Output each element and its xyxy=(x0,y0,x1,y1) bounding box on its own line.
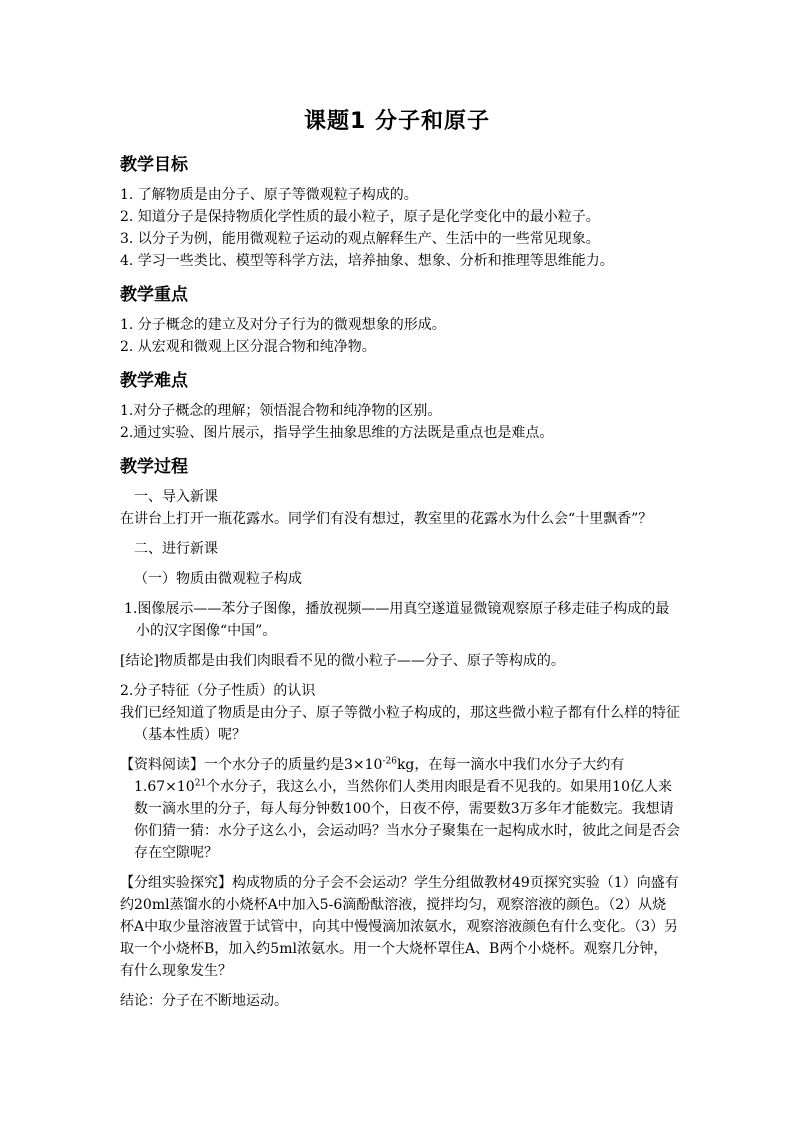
reading-text-c: 个水分子，我这么小，当然你们人类用肉眼是看不见我的。如果用10亿人来数一滴水里的分子，每人每分钟数100个，日夜不停，需要数3万多年才能数完。我想请你们猜一猜：水分子这么小，会运动吗？当水分子聚集在一起构成水时，彼此之间是否会存在空隙呢？ xyxy=(134,779,680,861)
intro-text: 在讲台上打开一瓶花露水。同学们有没有想过，教室里的花露水为什么会“十里飘香”？ xyxy=(120,511,653,527)
goal-item: 4. 学习一些类比、模型等科学方法，培养抽象、想象、分析和推理等思维能力。 xyxy=(120,253,614,269)
goal-item: 1. 了解物质是由分子、原子等微观粒子构成的。 xyxy=(120,187,418,203)
key-point-item: 2. 从宏观和微观上区分混合物和纯净物。 xyxy=(120,339,376,355)
reading-material xyxy=(120,754,680,864)
difficulty-item: 1.对分子概念的理解；领悟混合物和纯净物的区别。 xyxy=(120,403,442,419)
new-lesson-heading: 二、进行新课 xyxy=(134,541,218,557)
difficulty-item: 2.通过实验、图片展示，指导学生抽象思维的方法既是重点也是难点。 xyxy=(120,425,554,441)
goal-item: 2. 知道分子是保持物质化学性质的最小粒子，原子是化学变化中的最小粒子。 xyxy=(120,209,600,225)
section-heading-process: 教学过程 xyxy=(120,457,188,477)
reading-exponent-2: 21 xyxy=(194,778,207,789)
reading-exponent-1: -26 xyxy=(382,756,397,767)
reading-text-b: kg，在每一滴水中我们水分子大约有1.67×10 xyxy=(134,757,625,795)
section-heading-difficulties: 教学难点 xyxy=(120,371,188,391)
page-title: 课题1 分子和原子 xyxy=(304,109,490,134)
process-item-2-heading: 2.分子特征（分子性质）的认识 xyxy=(120,683,316,699)
conclusion-2: 结论：分子在不断地运动。 xyxy=(120,993,288,1009)
reading-text-a: 【资料阅读】一个水分子的质量约是3×10 xyxy=(120,757,383,773)
process-item-1: 1.图像展示——苯分子图像，播放视频——用真空遂道显微镜观察原子移走硅子构成的最小的汉字图像“中国”。 xyxy=(124,601,670,639)
conclusion-1: [结论]物质都是由我们肉眼看不见的微小粒子——分子、原子等构成的。 xyxy=(120,653,565,669)
experiment-text: 【分组实验探究】构成物质的分子会不会运动？学生分组做教材49页探究实验（1）向盛有约20ml蒸馏水的小烧杯A中加入5-6滴酚酞溶液，搅拌均匀，观察溶液的颜色。（2）从烧杯A中取少量溶液置于试管中，向其中慢慢滴加浓氨水，观察溶液颜色有什么变化。（3）另取一个小烧杯B，加入约5ml浓氨水。用一个大烧杯罩住A、B两个小烧杯。观察几分钟，有什么现象发生？ xyxy=(120,875,679,979)
section-heading-key-points: 教学重点 xyxy=(120,285,188,305)
subsection-heading: （一）物质由微观粒子构成 xyxy=(134,571,302,587)
goal-item: 3. 以分子为例，能用微观粒子运动的观点解释生产、生活中的一些常见现象。 xyxy=(120,231,600,247)
intro-heading: 一、导入新课 xyxy=(134,489,218,505)
process-item-2-text: 我们已经知道了物质是由分子、原子等微小粒子构成的，那这些微小粒子都有什么样的特征（基本性质）呢？ xyxy=(120,705,680,743)
key-point-item: 1. 分子概念的建立及对分子行为的微观想象的形成。 xyxy=(120,317,446,333)
document-body xyxy=(120,142,680,1012)
section-heading-goals: 教学目标 xyxy=(120,155,188,175)
